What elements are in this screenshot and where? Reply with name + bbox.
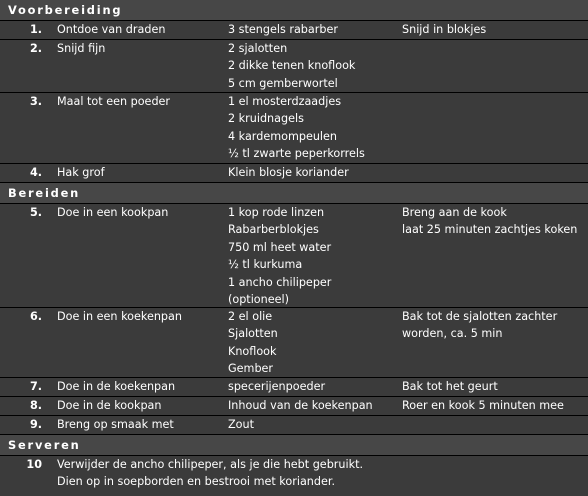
ingredient: 1 kop rode linzen bbox=[228, 206, 325, 219]
section-header-serveren: Serveren bbox=[0, 435, 588, 456]
ingredient: 2 kruidnagels bbox=[228, 112, 304, 126]
ingredient: 2 dikke tenen knoflook bbox=[228, 59, 356, 73]
ingredient: 4 kardemompeulen bbox=[228, 129, 337, 143]
step-action: Breng op smaak met bbox=[57, 418, 174, 431]
step-action: Ontdoe van draden bbox=[57, 23, 166, 36]
ingredient: 750 ml heet water bbox=[228, 240, 332, 254]
note-line: Snijd in blokjes bbox=[402, 23, 487, 36]
note-line: Bak tot het geurt bbox=[402, 380, 498, 393]
step-row-5 bbox=[0, 204, 588, 308]
step-number: 6. bbox=[29, 310, 42, 323]
step-note bbox=[390, 21, 588, 39]
note-line: Bak tot de sjalotten zachter bbox=[402, 310, 558, 323]
step-row-2 bbox=[0, 40, 588, 93]
step-ingredients bbox=[217, 21, 390, 39]
step-number: 1. bbox=[29, 23, 42, 36]
step-action: Snijd fijn bbox=[57, 42, 106, 55]
ingredient: 2 sjalotten bbox=[228, 42, 288, 55]
step-number: 9. bbox=[29, 418, 42, 431]
ingredient: Rabarberblokjes bbox=[228, 223, 319, 237]
instruction-line: Dien op in soepborden en bestrooi met koriander. bbox=[57, 475, 335, 489]
ingredient: Gember bbox=[228, 362, 274, 376]
ingredient: specerijenpoeder bbox=[228, 380, 326, 393]
note-line: Breng aan de kook bbox=[402, 206, 507, 219]
step-ingredients bbox=[217, 397, 390, 415]
step-ingredients bbox=[217, 204, 390, 307]
step-action: Doe in de koekenpan bbox=[57, 380, 176, 393]
step-ingredients bbox=[217, 40, 390, 92]
ingredient: Knoflook bbox=[228, 344, 277, 358]
step-note bbox=[390, 308, 588, 377]
step-ingredients bbox=[217, 164, 390, 182]
step-note bbox=[390, 204, 588, 307]
step-note bbox=[390, 93, 588, 163]
ingredient: (optioneel) bbox=[228, 293, 289, 307]
step-ingredients bbox=[217, 308, 390, 377]
step-note bbox=[390, 164, 588, 182]
step-ingredients bbox=[217, 416, 390, 434]
step-action: Doe in een kookpan bbox=[57, 206, 169, 219]
step-number: 8. bbox=[29, 399, 42, 412]
section-header-voorbereiding: Voorbereiding bbox=[0, 0, 588, 21]
note-line: Roer en kook 5 minuten mee bbox=[402, 399, 564, 412]
step-row-3 bbox=[0, 93, 588, 164]
ingredient: 1 el mosterdzaadjes bbox=[228, 95, 342, 108]
step-row-1 bbox=[0, 21, 588, 40]
step-action: Hak grof bbox=[57, 166, 105, 179]
step-action: Maal tot een poeder bbox=[57, 95, 171, 108]
ingredient: 2 el olie bbox=[228, 310, 273, 323]
step-number: 3. bbox=[29, 95, 42, 108]
ingredient: 5 cm gemberwortel bbox=[228, 76, 338, 90]
step-row-7 bbox=[0, 378, 588, 397]
step-number: 4. bbox=[29, 166, 42, 179]
ingredient: Klein blosje koriander bbox=[228, 166, 349, 179]
step-row-6 bbox=[0, 308, 588, 378]
step-number: 5. bbox=[29, 206, 42, 219]
step-number: 10 bbox=[26, 458, 42, 471]
step-row-8 bbox=[0, 397, 588, 416]
step-ingredients bbox=[217, 93, 390, 163]
ingredient: ½ tl kurkuma bbox=[228, 258, 303, 272]
step-number: 7. bbox=[29, 380, 42, 393]
ingredient: Zout bbox=[228, 418, 254, 431]
step-note bbox=[390, 378, 588, 396]
step-row-4 bbox=[0, 164, 588, 183]
step-action: Doe in de kookpan bbox=[57, 399, 162, 412]
ingredient: Inhoud van de koekenpan bbox=[228, 399, 373, 412]
step-note bbox=[390, 397, 588, 415]
note-line: laat 25 minuten zachtjes koken bbox=[402, 223, 578, 237]
ingredient: 1 ancho chilipeper bbox=[228, 275, 332, 289]
ingredient: ½ tl zwarte peperkorrels bbox=[228, 147, 365, 161]
ingredient: 3 stengels rabarber bbox=[228, 23, 338, 36]
step-instruction bbox=[46, 456, 588, 496]
note-line: worden, ca. 5 min bbox=[402, 327, 503, 341]
section-header-bereiden: Bereiden bbox=[0, 183, 588, 204]
step-note bbox=[390, 416, 588, 434]
step-row-9 bbox=[0, 416, 588, 435]
step-action: Doe in een koekenpan bbox=[57, 310, 182, 323]
step-ingredients bbox=[217, 378, 390, 396]
step-note bbox=[390, 40, 588, 92]
instruction-line: Verwijder de ancho chilipeper, als je die hebt gebruikt. bbox=[57, 458, 364, 471]
step-number: 2. bbox=[29, 42, 42, 55]
step-row-10 bbox=[0, 456, 588, 496]
ingredient: Sjalotten bbox=[228, 327, 278, 341]
